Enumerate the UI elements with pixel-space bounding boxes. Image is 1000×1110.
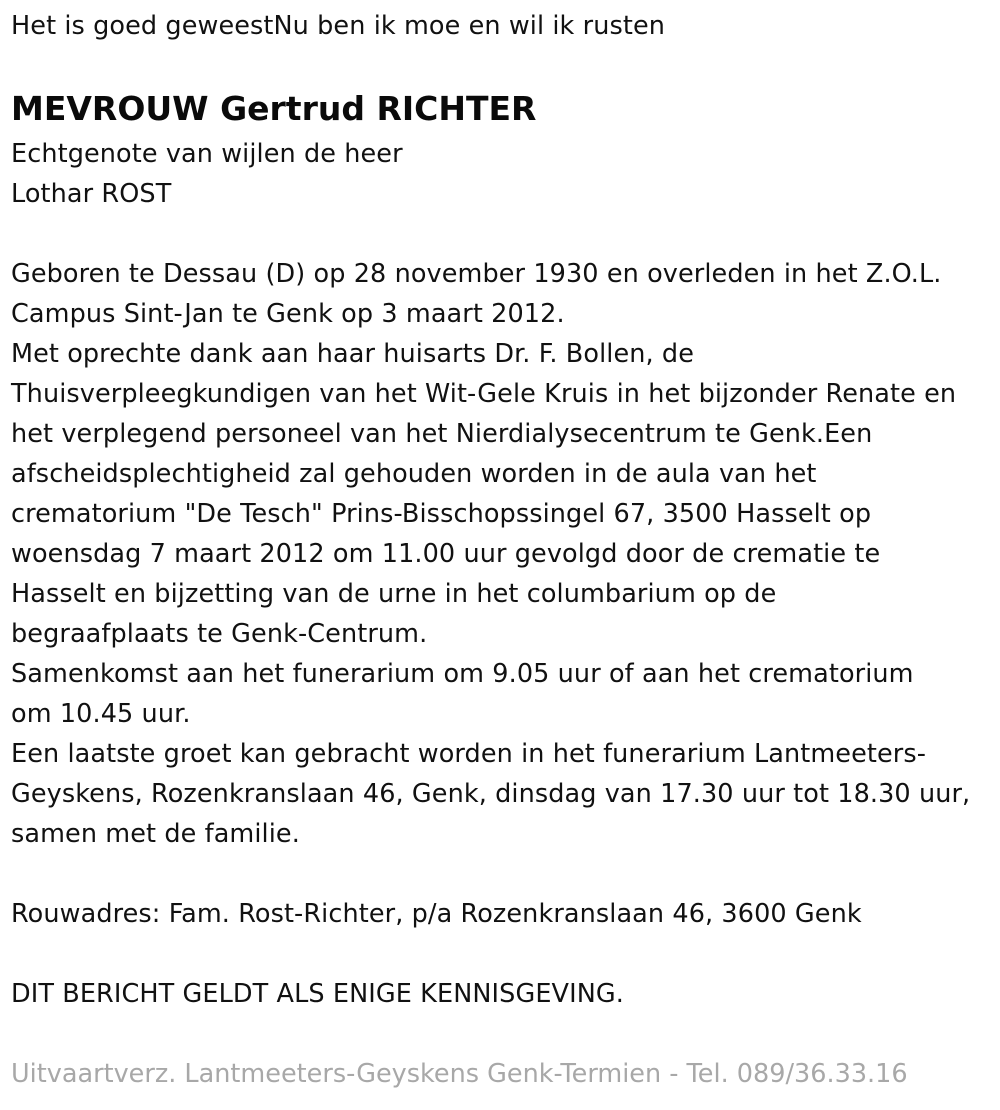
spouse-line: Echtgenote van wijlen de heer: [11, 139, 403, 169]
body-line: afscheidsplechtigheid zal gehouden worden in de aula van het: [11, 459, 817, 489]
spouse-block: [11, 134, 990, 214]
spacer: [11, 214, 990, 254]
body-line: Thuisverpleegkundigen van het Wit-Gele Kruis in het bijzonder Renate en: [11, 379, 957, 409]
notice-text: DIT BERICHT GELDT ALS ENIGE KENNISGEVING.: [11, 979, 624, 1009]
body-line: het verplegend personeel van het Nierdialysecentrum te Genk.Een: [11, 419, 873, 449]
obituary-body: [11, 254, 990, 854]
spacer: [11, 934, 990, 974]
body-line: Een laatste groet kan gebracht worden in het funerarium Lantmeeters-: [11, 739, 927, 769]
body-line: woensdag 7 maart 2012 om 11.00 uur gevolgd door de crematie te: [11, 539, 881, 569]
funeral-home-footer: Uitvaartverz. Lantmeeters-Geyskens Genk-Termien - Tel. 089/36.33.16: [11, 1059, 908, 1089]
deceased-name: MEVROUW Gertrud RICHTER: [11, 89, 537, 128]
body-line: Geboren te Dessau (D) op 28 november 1930 en overleden in het Z.O.L.: [11, 259, 942, 289]
body-line: crematorium "De Tesch" Prins-Bisschopssingel 67, 3500 Hasselt op: [11, 499, 872, 529]
body-line: Geyskens, Rozenkranslaan 46, Genk, dinsdag van 17.30 uur tot 18.30 uur,: [11, 779, 971, 809]
body-line: Hasselt en bijzetting van de urne in het columbarium op de: [11, 579, 777, 609]
spacer: [11, 854, 990, 894]
mourning-address: Rouwadres: Fam. Rost-Richter, p/a Rozenkranslaan 46, 3600 Genk: [11, 899, 862, 929]
body-line: samen met de familie.: [11, 819, 300, 849]
body-line: Samenkomst aan het funerarium om 9.05 uur of aan het crematorium: [11, 659, 914, 689]
spouse-line: Lothar ROST: [11, 179, 172, 209]
body-line: Campus Sint-Jan te Genk op 3 maart 2012.: [11, 299, 565, 329]
body-line: om 10.45 uur.: [11, 699, 191, 729]
body-line: begraafplaats te Genk-Centrum.: [11, 619, 428, 649]
body-line: Met oprechte dank aan haar huisarts Dr. F. Bollen, de: [11, 339, 695, 369]
motto-text: Het is goed geweestNu ben ik moe en wil ik rusten: [11, 11, 666, 41]
